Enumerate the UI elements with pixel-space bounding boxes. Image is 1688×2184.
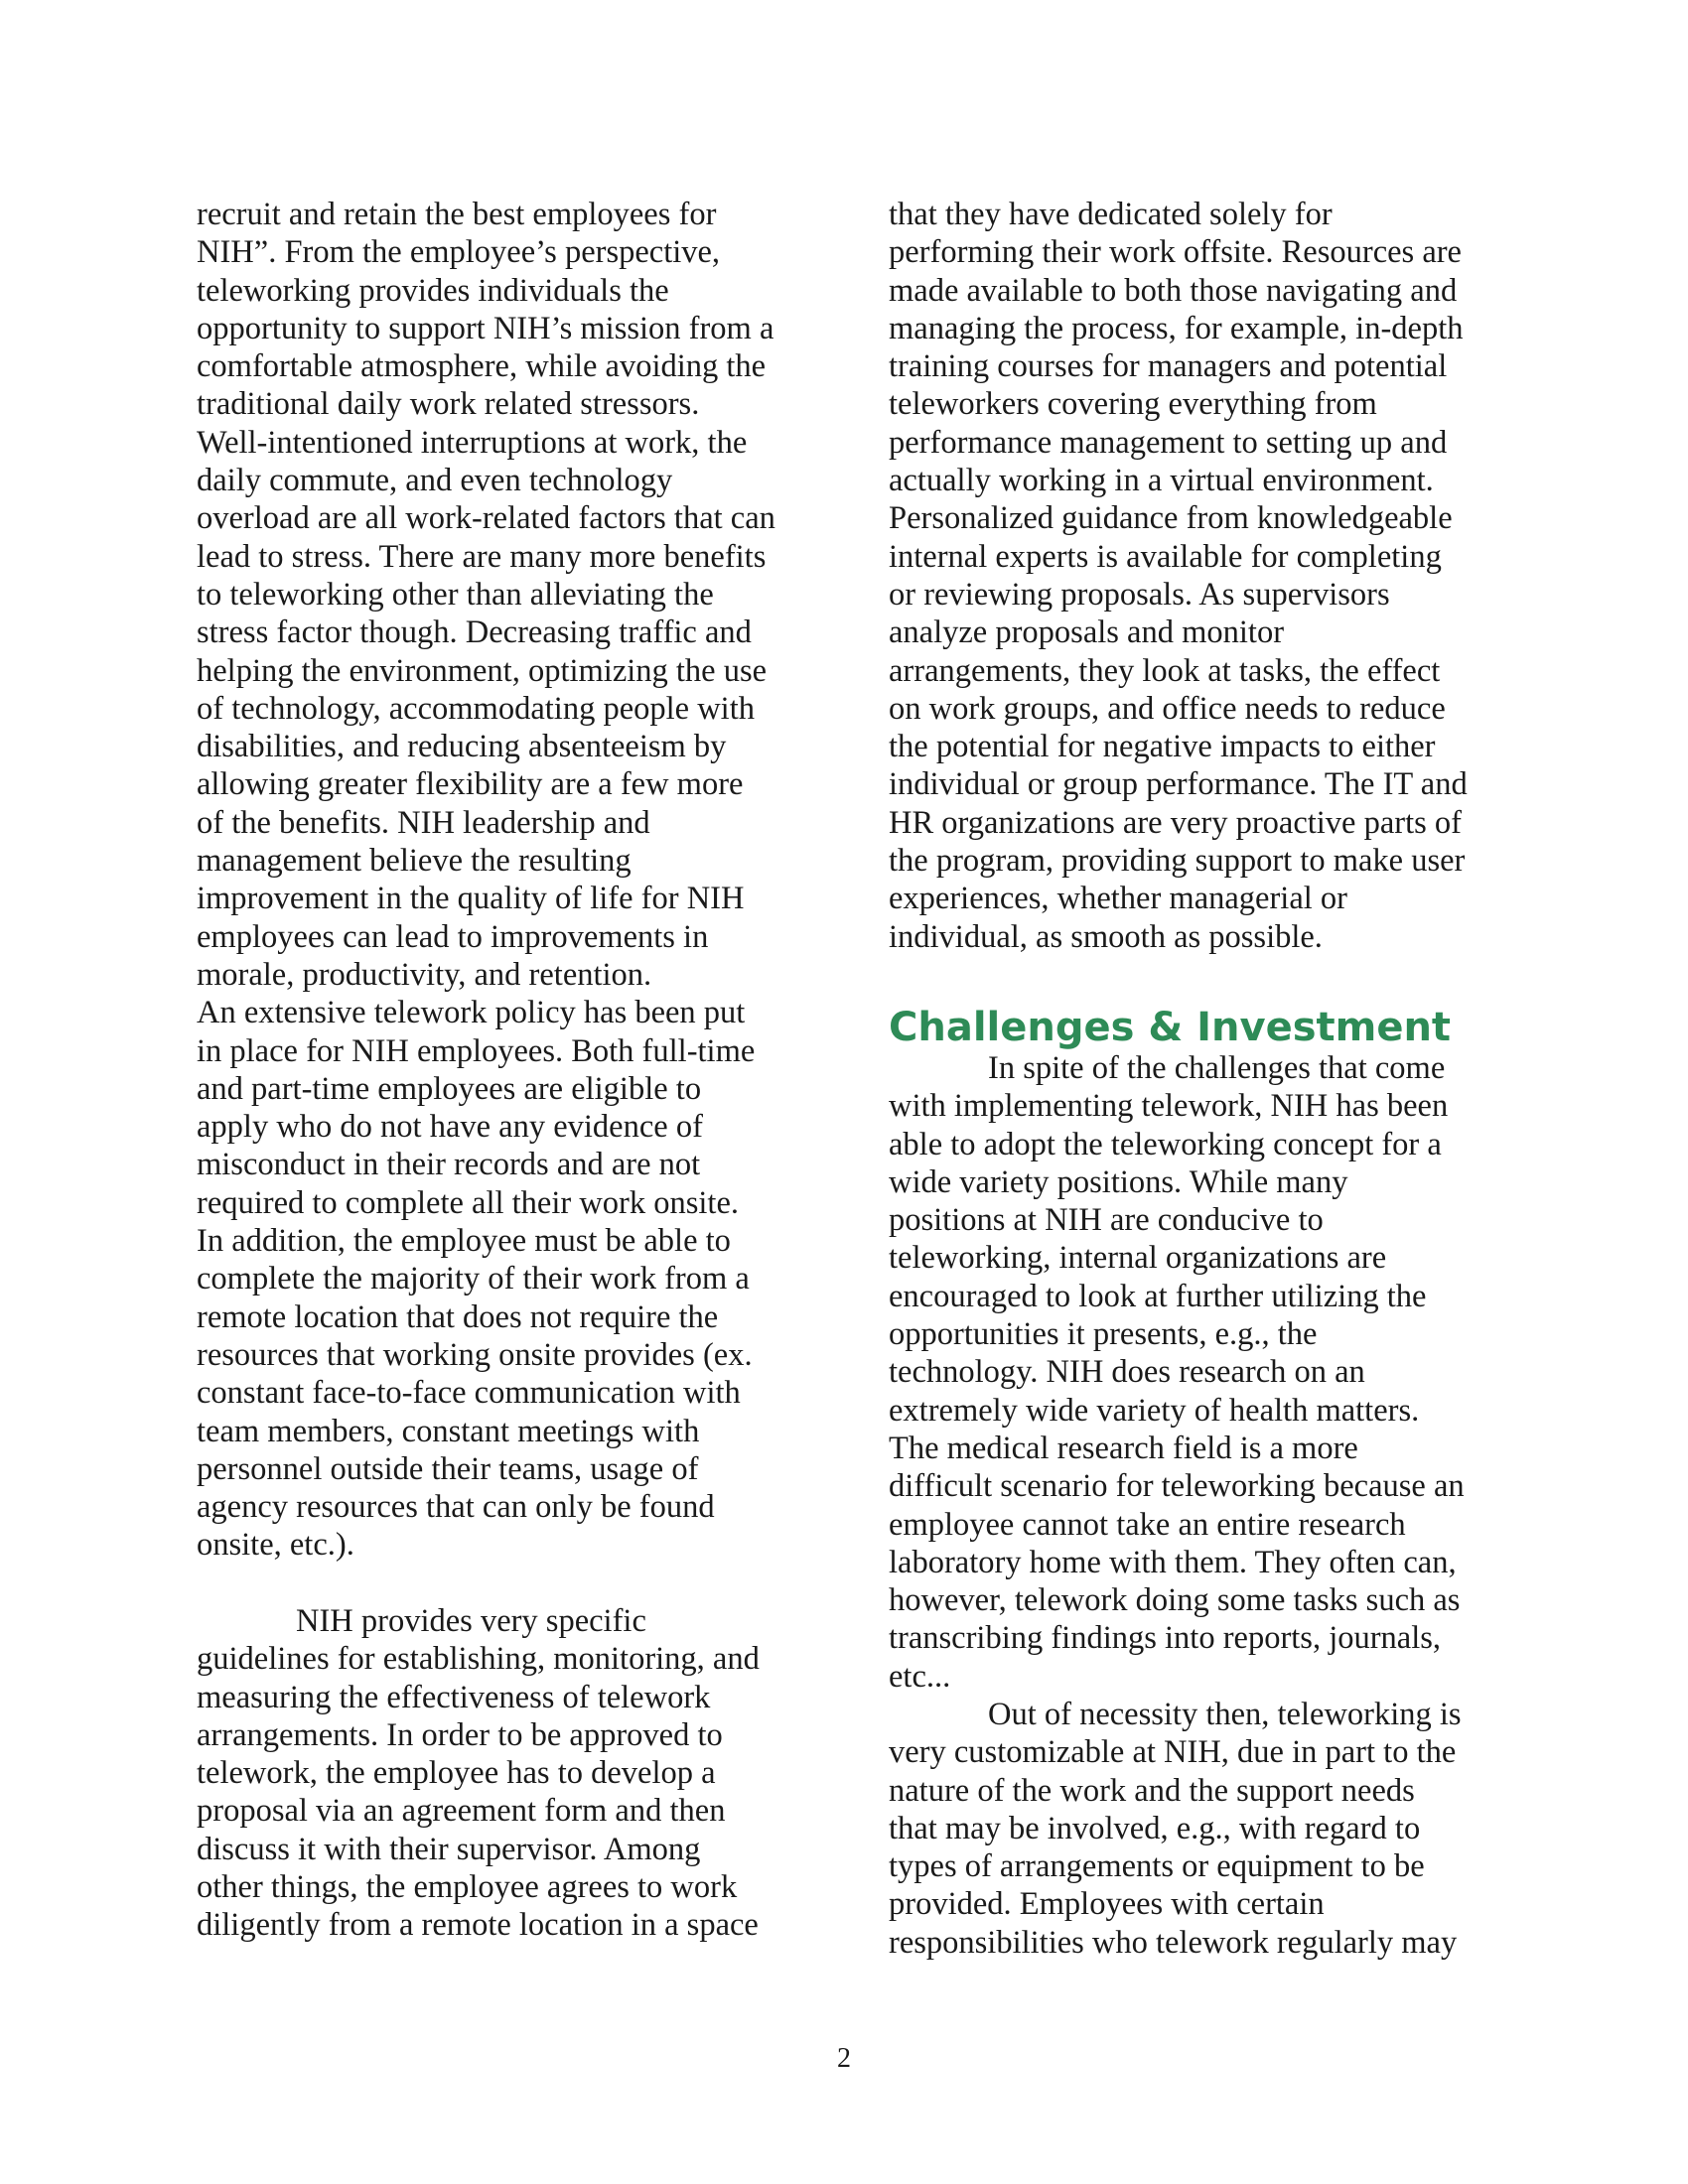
text-line: made available to both those navigating and bbox=[889, 272, 1458, 309]
text-line: with implementing telework, NIH has been bbox=[889, 1088, 1449, 1125]
text-line: etc... bbox=[889, 1658, 951, 1695]
page-number: 2 bbox=[837, 2043, 851, 2074]
text-line: management believe the resulting bbox=[197, 843, 632, 880]
text-line: HR organizations are very proactive parts of bbox=[889, 804, 1462, 841]
text-line: nature of the work and the support needs bbox=[889, 1772, 1415, 1809]
text-line: training courses for managers and potential bbox=[889, 348, 1448, 385]
text-line: internal experts is available for completing bbox=[889, 538, 1442, 575]
text-line: agency resources that can only be found bbox=[197, 1489, 715, 1526]
text-line: team members, constant meetings with bbox=[197, 1413, 700, 1449]
text-line: that they have dedicated solely for bbox=[889, 197, 1333, 232]
text-line: teleworkers covering everything from bbox=[889, 386, 1377, 423]
text-line: Well-intentioned interruptions at work, the bbox=[197, 424, 748, 461]
text-line: actually working in a virtual environment. bbox=[889, 463, 1434, 499]
text-line: resources that working onsite provides (ex. bbox=[197, 1336, 753, 1373]
text-line: required to complete all their work onsite. bbox=[197, 1184, 740, 1221]
text-line: improvement in the quality of life for NIH bbox=[197, 881, 745, 917]
text-line: transcribing findings into reports, journals, bbox=[889, 1620, 1442, 1657]
text-line: the program, providing support to make user bbox=[889, 843, 1466, 880]
text-line: laboratory home with them. They often can, bbox=[889, 1544, 1457, 1580]
text-line: however, telework doing some tasks such as bbox=[889, 1582, 1461, 1619]
text-line: opportunity to support NIH’s mission from a bbox=[197, 310, 774, 346]
text-line: Personalized guidance from knowledgeable bbox=[889, 500, 1453, 537]
text-line: individual or group performance. The IT and bbox=[889, 766, 1468, 803]
text-line: managing the process, for example, in-depth bbox=[889, 310, 1464, 346]
text-line: personnel outside their teams, usage of bbox=[197, 1450, 699, 1487]
text-line: opportunities it presents, e.g., the bbox=[889, 1316, 1318, 1353]
text-line: teleworking provides individuals the bbox=[197, 272, 669, 309]
text-line: in place for NIH employees. Both full-time bbox=[197, 1032, 756, 1069]
text-line: apply who do not have any evidence of bbox=[197, 1109, 703, 1146]
text-line: discuss it with their supervisor. Among bbox=[197, 1831, 701, 1867]
text-line: types of arrangements or equipment to be bbox=[889, 1848, 1425, 1885]
text-line: The medical research field is a more bbox=[889, 1430, 1358, 1466]
text-line: recruit and retain the best employees for bbox=[197, 197, 717, 232]
text-line: experiences, whether managerial or bbox=[889, 881, 1347, 917]
text-line: comfortable atmosphere, while avoiding the bbox=[197, 348, 767, 385]
text-line: responsibilities who telework regularly may bbox=[889, 1924, 1458, 1961]
text-line: positions at NIH are conducive to bbox=[889, 1202, 1324, 1239]
text-line: that may be involved, e.g., with regard to bbox=[889, 1810, 1421, 1846]
text-line: Out of necessity then, teleworking is bbox=[988, 1696, 1462, 1732]
text-line: NIH”. From the employee’s perspective, bbox=[197, 234, 721, 271]
text-line: An extensive telework policy has been put bbox=[197, 995, 746, 1031]
text-line: employee cannot take an entire research bbox=[889, 1506, 1406, 1543]
text-line: or reviewing proposals. As supervisors bbox=[889, 576, 1390, 613]
text-line: difficult scenario for teleworking because an bbox=[889, 1468, 1465, 1505]
text-line: In spite of the challenges that come bbox=[988, 1049, 1446, 1086]
text-line: constant face-to-face communication with bbox=[197, 1375, 741, 1412]
text-line: disabilities, and reducing absenteeism by bbox=[197, 729, 727, 765]
text-line: traditional daily work related stressors. bbox=[197, 386, 700, 423]
text-line: guidelines for establishing, monitoring, and bbox=[197, 1641, 760, 1678]
text-line: remote location that does not require the bbox=[197, 1298, 719, 1335]
text-line: very customizable at NIH, due in part to the bbox=[889, 1734, 1457, 1771]
paragraph-break bbox=[197, 1565, 812, 1602]
section-heading: Challenges & Investment bbox=[889, 1004, 1452, 1050]
text-line: analyze proposals and monitor bbox=[889, 614, 1285, 651]
text-line: arrangements, they look at tasks, the effect bbox=[889, 652, 1441, 689]
left-column bbox=[197, 196, 812, 1945]
text-line: In addition, the employee must be able to bbox=[197, 1223, 731, 1260]
text-line: stress factor though. Decreasing traffic and bbox=[197, 614, 752, 651]
text-line: on work groups, and office needs to reduce bbox=[889, 690, 1446, 727]
text-line: encouraged to look at further utilizing the bbox=[889, 1278, 1427, 1314]
text-line: proposal via an agreement form and then bbox=[197, 1793, 726, 1830]
text-line: helping the environment, optimizing the use bbox=[197, 652, 768, 689]
text-line: morale, productivity, and retention. bbox=[197, 956, 652, 993]
text-line: lead to stress. There are many more benefits bbox=[197, 538, 767, 575]
text-line: misconduct in their records and are not bbox=[197, 1147, 701, 1183]
text-line: onsite, etc.). bbox=[197, 1527, 354, 1564]
text-line: diligently from a remote location in a space bbox=[197, 1907, 759, 1944]
text-line: able to adopt the teleworking concept for a bbox=[889, 1126, 1442, 1162]
text-line: and part-time employees are eligible to bbox=[197, 1070, 702, 1107]
text-line: arrangements. In order to be approved to bbox=[197, 1716, 723, 1753]
text-line: technology. NIH does research on an bbox=[889, 1354, 1365, 1391]
text-line: to teleworking other than alleviating the bbox=[197, 576, 714, 613]
right-column bbox=[889, 196, 1504, 1962]
text-line: of the benefits. NIH leadership and bbox=[197, 804, 650, 841]
text-line: measuring the effectiveness of telework bbox=[197, 1679, 711, 1715]
text-line: complete the majority of their work from a bbox=[197, 1261, 750, 1297]
text-line: of technology, accommodating people with bbox=[197, 690, 755, 727]
text-line: NIH provides very specific bbox=[296, 1602, 646, 1639]
text-line: daily commute, and even technology bbox=[197, 463, 673, 499]
text-line: provided. Employees with certain bbox=[889, 1886, 1325, 1923]
text-line: wide variety positions. While many bbox=[889, 1163, 1348, 1200]
text-line: employees can lead to improvements in bbox=[197, 918, 709, 955]
text-line: telework, the employee has to develop a bbox=[197, 1755, 716, 1792]
text-line: other things, the employee agrees to work bbox=[197, 1869, 738, 1906]
text-line: allowing greater flexibility are a few more bbox=[197, 766, 744, 803]
text-line: performing their work offsite. Resources are bbox=[889, 234, 1462, 271]
text-line: performance management to setting up and bbox=[889, 424, 1448, 461]
text-line: extremely wide variety of health matters. bbox=[889, 1392, 1420, 1429]
text-line: overload are all work-related factors that can bbox=[197, 500, 775, 537]
text-line: the potential for negative impacts to either bbox=[889, 729, 1436, 765]
text-line: individual, as smooth as possible. bbox=[889, 918, 1323, 955]
text-line: teleworking, internal organizations are bbox=[889, 1240, 1387, 1277]
